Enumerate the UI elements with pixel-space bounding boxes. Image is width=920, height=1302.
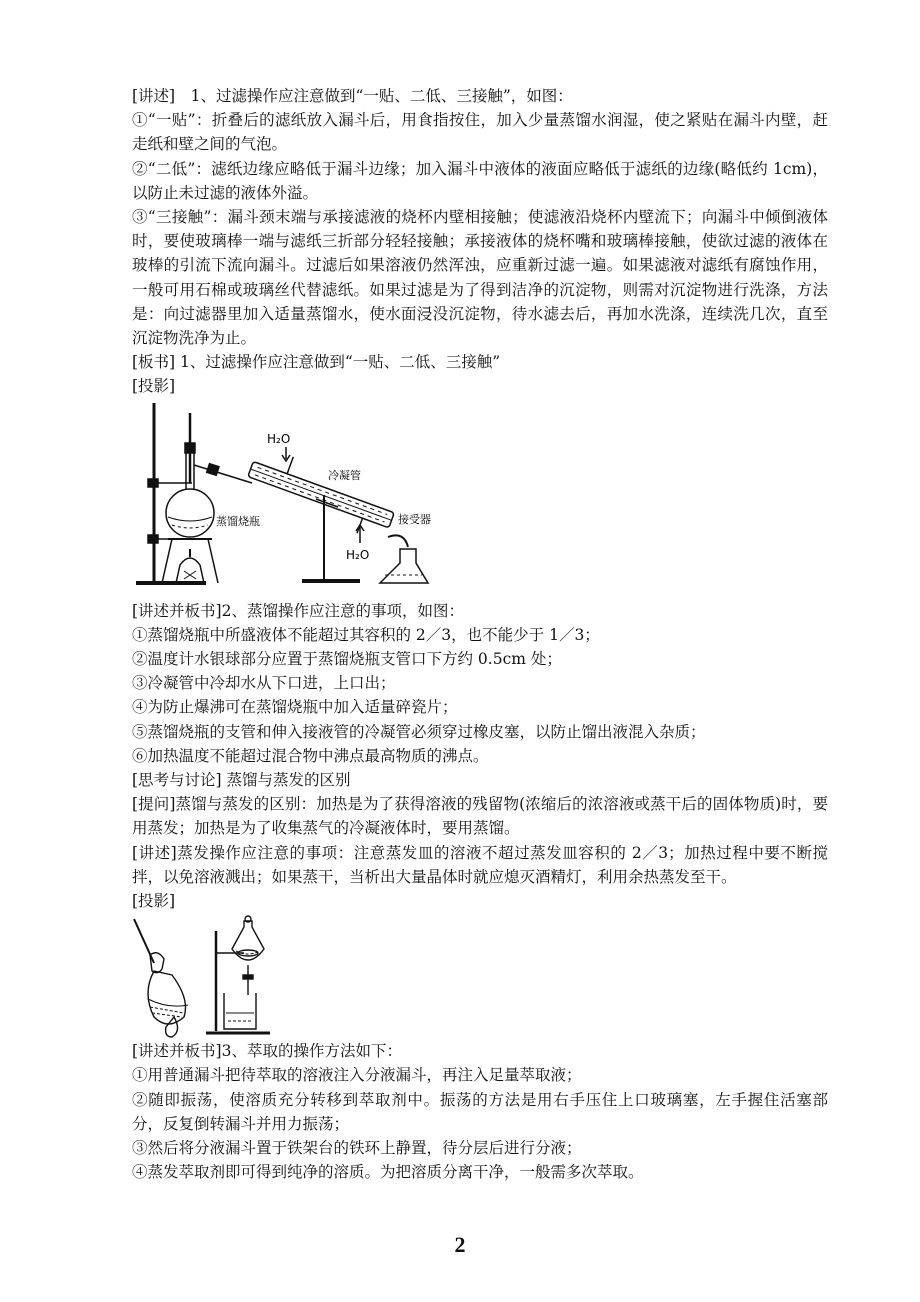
distillation-item: ③冷凝管中冷却水从下口进，上口出； — [132, 674, 396, 693]
sanjiechu-paragraph: ③“三接触”：漏斗颈末端与承接滤液的烧杯内壁相接触；使滤液沿烧杯内壁流下；向漏斗中倾倒液体时，要使玻璃棒一端与滤纸三折部分轻轻接触；承接液体的烧杯嘴和玻璃棒接触，使欲过滤的液体在玻棒的引流下流向漏斗。过滤后如果溶液仍然浑浊，应重新过滤一遍。如果滤液对滤纸有腐蚀作用，一般可用石棉或玻璃丝代替滤纸。如果过滤是为了得到洁净的沉淀物，则需对沉淀物进行洗涤，方法是：向过滤器里加入适量蒸馏水，使水面浸没沉淀物，待水滤去后，再加水洗涤，连续洗几次，直至沉淀物洗净为止。 — [132, 208, 828, 348]
label-distilling-flask: 蒸馏烧瓶 — [216, 514, 260, 528]
distillation-title: [讲述并板书]2、蒸馏操作应注意的事项，如图： — [132, 601, 464, 620]
extraction-item: ②随即振荡，使溶质充分转移到萃取剂中。振荡的方法是用右手压住上口玻璃塞，左手握住活塞部分，反复倒转漏斗并用力振荡； — [132, 1090, 828, 1133]
erdi-paragraph: ②“二低”：滤纸边缘应略低于漏斗边缘；加入漏斗中液体的液面应略低于滤纸的边缘(略低约 1cm)，以防止未过滤的液体外溢。 — [132, 159, 828, 202]
extraction-figure — [132, 913, 282, 1039]
projection-label-1: [投影] — [132, 377, 176, 396]
label-h2o-bottom: H₂O — [346, 547, 370, 562]
filtration-intro: [讲述] 1、过滤操作应注意做到“一贴、二低、三接触”，如图： — [132, 87, 573, 105]
extraction-item: ③然后将分液漏斗置于铁架台的铁环上静置，待分层后进行分液； — [132, 1139, 582, 1158]
discussion-heading: [思考与讨论] 蒸馏与蒸发的区别 — [132, 771, 351, 790]
label-receiver: 接受器 — [398, 512, 431, 526]
evaporation-paragraph: [讲述]蒸发操作应注意的事项：注意蒸发皿的溶液不超过蒸发皿容积的 2／3；加热过程中要不断搅拌，以免溶液溅出；如果蒸干，当析出大量晶体时就应熄灭酒精灯，利用余热蒸发至干。 — [132, 843, 828, 886]
extraction-item: ①用普通漏斗把待萃取的溶液注入分液漏斗，再注入足量萃取液； — [132, 1066, 582, 1085]
distillation-item: ②温度计水银球部分应置于蒸馏烧瓶支管口下方约 0.5cm 处； — [132, 650, 562, 669]
distillation-item: ①蒸馏烧瓶中所盛液体不能超过其容积的 2／3，也不能少于 1／3； — [132, 625, 600, 644]
document-body — [132, 84, 828, 1185]
yitie-paragraph: ①“一贴”：折叠后的滤纸放入漏斗后，用食指按住，加入少量蒸馏水润湿，使之紧贴在漏斗内壁，赶走纸和壁之间的气泡。 — [132, 111, 828, 154]
distillation-item: ④为防止爆沸可在蒸馏烧瓶中加入适量碎瓷片； — [132, 698, 458, 717]
label-h2o-top: H₂O — [267, 431, 291, 446]
extraction-title: [讲述并板书]3、萃取的操作方法如下： — [132, 1042, 402, 1061]
distillation-item: ⑥加热温度不能超过混合物中沸点最高物质的沸点。 — [132, 746, 489, 765]
blackboard-note-1: [板书] 1、过滤操作应注意做到“一贴、二低、三接触” — [132, 353, 501, 372]
extraction-item: ④蒸发萃取剂即可得到纯净的溶质。为把溶质分离干净，一般需多次萃取。 — [132, 1163, 644, 1182]
question-paragraph: [提问]蒸馏与蒸发的区别：加热是为了获得溶液的残留物(浓缩后的浓溶液或蒸干后的固体物质)时，要用蒸发；加热是为了收集蒸气的冷凝液体时，要用蒸馏。 — [132, 795, 828, 838]
distillation-item: ⑤蒸馏烧瓶的支管和伸入接液管的冷凝管必须穿过橡皮塞，以防止馏出液混入杂质； — [132, 722, 706, 741]
projection-label-2: [投影] — [132, 892, 176, 911]
page-number: 2 — [454, 1232, 466, 1257]
label-condenser: 冷凝管 — [328, 468, 361, 482]
distillation-apparatus-figure — [132, 399, 442, 599]
